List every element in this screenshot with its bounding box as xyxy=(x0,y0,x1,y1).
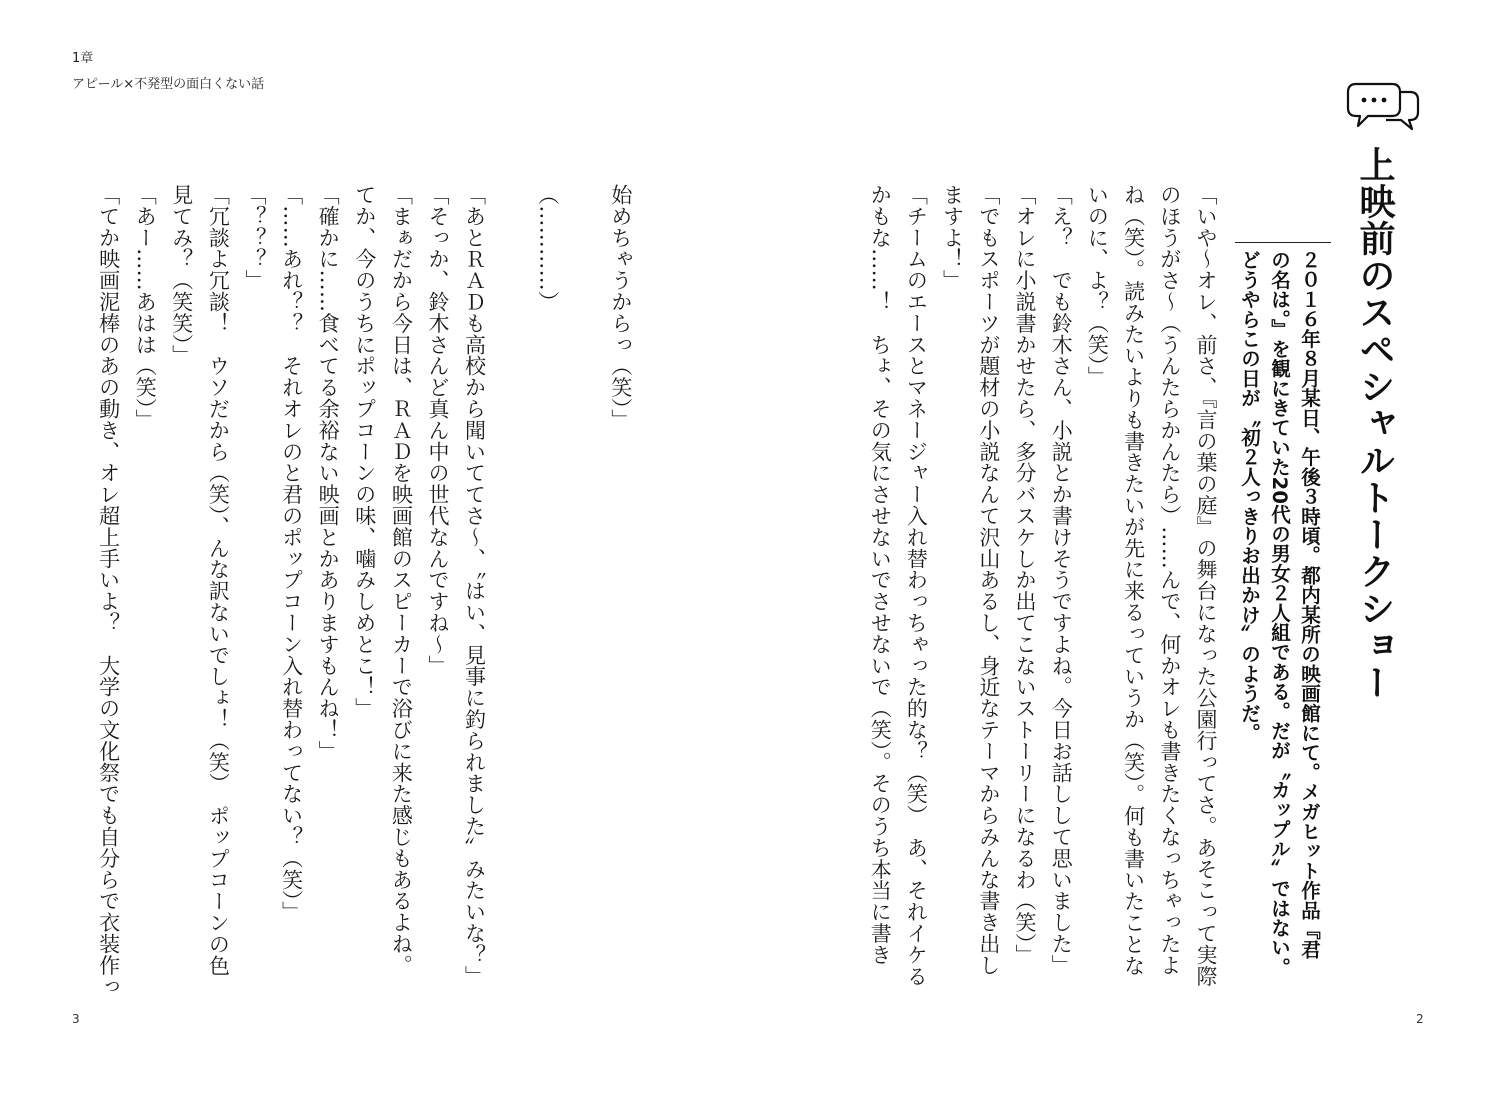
body-line: 「チームのエースとマネージャー入れ替わっちゃった的な？（笑） あ、それイケる xyxy=(904,184,929,987)
body-line: 「？？？」 xyxy=(242,184,267,291)
body-line: 「いや〜オレ、前さ、『言の葉の庭』の舞台になった公園行ってさ。あそこって実際 xyxy=(1194,184,1219,987)
running-head xyxy=(72,46,264,98)
body-line: いのに、よ？（笑）」 xyxy=(1085,184,1110,388)
body-line: 「まぁだから今日は、ＲＡＤを映画館のスピーカーで浴びに来た感じもあるよね。 xyxy=(389,184,414,976)
body-line: てか、今のうちにポップコーンの味、噛みしめとこ！」 xyxy=(352,184,377,719)
lead-line: ２０１６年８月某日、午後３時頃。都内某所の映画館にて。メガヒット作品『君 xyxy=(1298,250,1321,960)
lead-divider xyxy=(1235,242,1331,243)
body-text-right-page xyxy=(862,184,1224,987)
lead-paragraph xyxy=(1234,250,1324,977)
lead-line: の名は。』を観にきていた20代の男女２人組である。だが〝カップル〟ではない。 xyxy=(1268,250,1291,977)
blank-line xyxy=(493,184,530,954)
body-line: 「てか映画泥棒のあの動き、オレ超上手いよ？ 大学の文化祭でも自分らで衣装作っ xyxy=(96,184,121,998)
lead-line: どうやらこの日が〝初２人っきりお出かけ〟のようだ。 xyxy=(1238,250,1261,743)
page-number-right: 2 xyxy=(1416,1012,1424,1026)
body-line: ね（笑）。読みたいよりも書きたいが先に来るっていうか（笑）。何も書いたことな xyxy=(1121,184,1146,977)
body-line: 「え？ でも鈴木さん、小説とか書けそうですよね。今日お話しして思いました」 xyxy=(1049,184,1074,976)
body-line: 始めちゃうからっ（笑）」 xyxy=(608,184,633,431)
chapter-label: 1章 xyxy=(72,51,94,66)
article-title: 上映前のスペシャルトークショー xyxy=(1354,146,1395,701)
body-line: 「あー……あはは（笑）」 xyxy=(133,184,158,431)
body-text-left-page xyxy=(90,184,639,998)
section-title: アピール×不発型の面白くない話 xyxy=(72,77,265,92)
blank-line xyxy=(566,184,603,954)
body-line: ますよ！」 xyxy=(940,184,965,291)
body-line: 見てみ？（笑笑）」 xyxy=(169,184,194,367)
body-line: のほうがさ〜（うんたらかんたら）……んで、何かオレも書きたくなっちゃったよ xyxy=(1157,184,1182,976)
body-line: かもな……！ ちょ、その気にさせないでさせないで（笑）。そのうち本当に書き xyxy=(868,184,893,966)
body-line: 「そっか、鈴木さんど真ん中の世代なんですね〜」 xyxy=(425,184,450,677)
body-line: 「でもスポーツが題材の小説なんて沢山あるし、身近なテーマからみんな書き出し xyxy=(976,184,1001,976)
body-line: 「あとＲＡＤも高校から聞いててさ〜、〝はい、見事に釣られました〟みたいな？」 xyxy=(462,184,487,987)
body-line: 「……あれ？？ それオレのと君のポップコーン入れ替わってない？（笑）」 xyxy=(279,184,304,923)
body-line: （…………） xyxy=(535,184,560,313)
body-line: 「確かに……食べてる余裕ない映画とかありますもんね！」 xyxy=(316,184,341,762)
body-line: 「オレに小説書かせたら、多分バスケしか出てこないストーリーになるわ（笑）」 xyxy=(1013,184,1038,966)
body-line: 「冗談よ冗談！ ウソだから（笑）、んな訳ないでしょ！（笑） ポップコーンの色 xyxy=(206,184,231,977)
speech-bubbles-icon xyxy=(1346,80,1422,134)
page-number-left: 3 xyxy=(72,1012,80,1026)
